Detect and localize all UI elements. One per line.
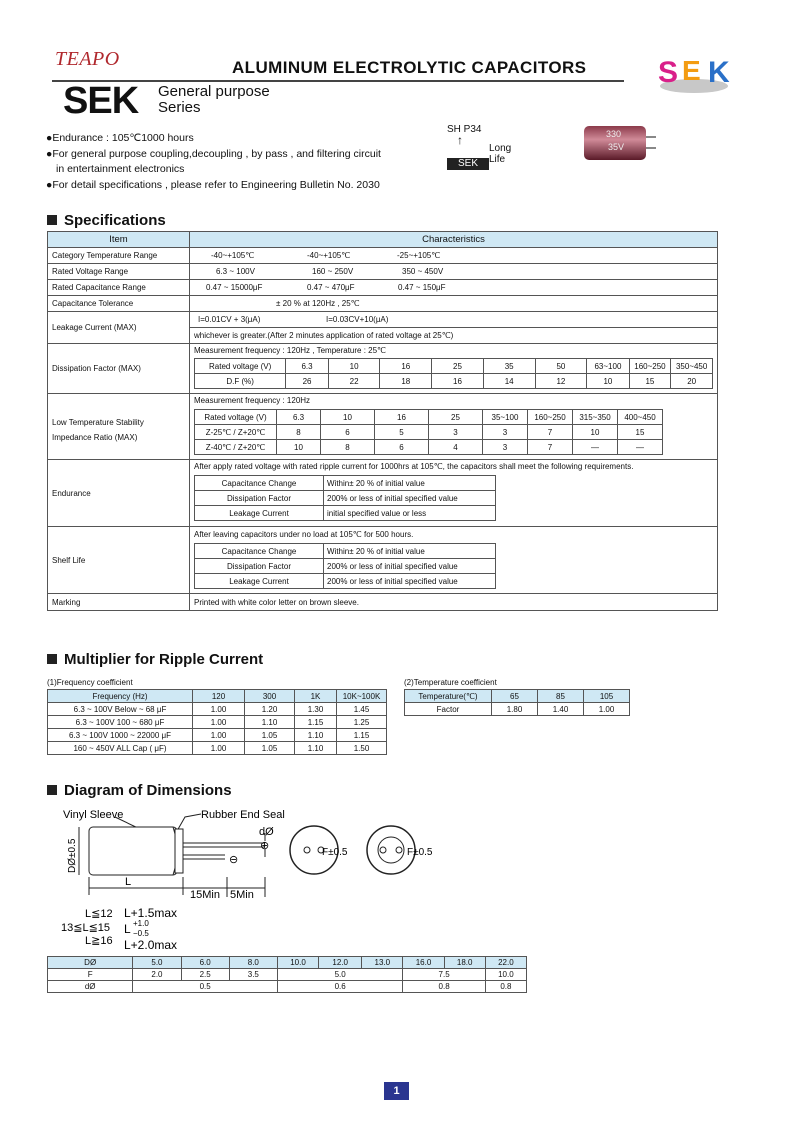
- feature-item: ●For detail specifications , please refer to Engineering Bulletin No. 2030: [46, 178, 380, 191]
- rubber-seal-label: Rubber End Seal: [201, 809, 285, 821]
- temperature-caption: (2)Temperature coefficient: [404, 678, 497, 687]
- spec-label: Marking: [48, 594, 190, 611]
- table-cell: 6.3: [277, 410, 321, 425]
- spec-label: Shelf Life: [48, 527, 190, 594]
- length-condition: 13≦L≦15: [61, 922, 111, 934]
- spec-label: Impedance Ratio (MAX): [52, 432, 138, 442]
- series-desc-line1: General purpose: [158, 83, 270, 100]
- table-cell: 6: [375, 440, 429, 455]
- table-cell: 16: [432, 374, 484, 389]
- table-row: [195, 506, 496, 521]
- arrow-up-icon: ↑: [457, 133, 463, 147]
- spec-label: Category Temperature Range: [48, 248, 190, 264]
- table-cell: 120: [193, 690, 245, 703]
- table-row: [195, 410, 663, 425]
- table-cell: 1.10: [295, 729, 337, 742]
- table-cell: 1.40: [538, 703, 584, 716]
- table-cell: 14: [483, 374, 535, 389]
- table-cell: Factor: [405, 703, 492, 716]
- vinyl-sleeve-label: Vinyl Sleeve: [63, 809, 124, 821]
- table-cell: 5: [375, 425, 429, 440]
- spec-label: Rated Capacitance Range: [48, 280, 190, 296]
- spec-label: Endurance: [48, 460, 190, 527]
- svg-text:S: S: [658, 56, 679, 89]
- table-row: [48, 690, 387, 703]
- dim-label: dØ: [48, 981, 133, 993]
- spec-head-characteristics: Characteristics: [190, 232, 718, 248]
- table-cell: Dissipation Factor: [195, 491, 324, 506]
- svg-text:K: K: [708, 56, 730, 89]
- table-cell: 10: [321, 410, 375, 425]
- table-cell: —: [573, 440, 618, 455]
- table-row: [195, 491, 496, 506]
- document-title: ALUMINUM ELECTROLYTIC CAPACITORS: [232, 58, 587, 77]
- length-tolerance: L+1.5max: [124, 906, 178, 920]
- table-cell: 22: [328, 374, 380, 389]
- feature-item: ●For general purpose coupling,decoupling , by pass , and filtering circuit: [46, 147, 381, 160]
- table-cell: 1.10: [295, 742, 337, 755]
- chain-box: SEK: [447, 158, 489, 170]
- table-cell: 1.25: [337, 716, 387, 729]
- table-row: [195, 559, 496, 574]
- lead-15min-label: 15Min: [190, 889, 220, 901]
- table-cell: Capacitance Change: [195, 476, 324, 491]
- svg-text:E: E: [682, 55, 701, 86]
- table-cell: 15: [618, 425, 663, 440]
- table-cell: Leakage Current: [195, 574, 324, 589]
- section-dimensions: Diagram of Dimensions: [47, 782, 232, 799]
- table-row: [195, 374, 713, 389]
- dimensions-table: DØ 5.0 6.0 8.0 10.0 12.0 13.0 16.0 18.0 22.0 F 2.0 2.5 3.5 5.0 7.5 10.0 dØ 0.5 0.6 0.8 0.8: [47, 956, 527, 993]
- endurance-table: [194, 475, 496, 521]
- pitch-label: F±0.5: [322, 847, 348, 858]
- frequency-caption: (1)Frequency coefficient: [47, 678, 133, 687]
- dim-label: F: [48, 969, 133, 981]
- table-cell: 3: [483, 440, 528, 455]
- table-row: [405, 703, 630, 716]
- diameter-label: DØ±0.5: [67, 838, 78, 873]
- table-cell: 1.30: [295, 703, 337, 716]
- table-cell: 1.15: [337, 729, 387, 742]
- table-cell: 1.15: [295, 716, 337, 729]
- table-cell: 25: [429, 410, 483, 425]
- series-name: SEK: [63, 80, 139, 122]
- pitch-label: F±0.5: [407, 847, 433, 858]
- table-row: [405, 690, 630, 703]
- table-cell: 160~250: [629, 359, 671, 374]
- table-cell: 8: [321, 440, 375, 455]
- table-cell: 6.3 ~ 100V 100 ~ 680 μF: [48, 716, 193, 729]
- table-cell: Temperature(℃): [405, 690, 492, 703]
- tolerance-upper: +1.0: [133, 919, 149, 928]
- table-cell: 65: [492, 690, 538, 703]
- table-cell: 1.00: [193, 703, 245, 716]
- photo-text: 35V: [608, 142, 625, 152]
- table-row: [48, 742, 387, 755]
- table-cell: 1.00: [193, 729, 245, 742]
- table-cell: D.F (%): [195, 374, 286, 389]
- table-cell: 1.00: [584, 703, 630, 716]
- length-label: L: [125, 876, 132, 888]
- table-cell: 20: [671, 374, 713, 389]
- table-cell: Z-40℃ / Z+20℃: [195, 440, 277, 455]
- table-cell: Leakage Current: [195, 506, 324, 521]
- dimension-diagram: [55, 805, 455, 955]
- length-condition: L≧16: [85, 935, 113, 947]
- length-condition: L≦12: [85, 908, 113, 920]
- dissipation-factor-table: [194, 358, 713, 389]
- table-cell: 1.00: [193, 716, 245, 729]
- temperature-coefficient-table: [404, 689, 630, 716]
- table-cell: 35: [483, 359, 535, 374]
- feature-list: [46, 131, 381, 193]
- lead-5min-label: 5Min: [230, 889, 254, 901]
- table-cell: 26: [286, 374, 328, 389]
- table-cell: 18: [380, 374, 432, 389]
- table-cell: 200% or less of initial specified value: [324, 574, 496, 589]
- dim-label: DØ: [48, 957, 133, 969]
- table-cell: 63~100: [587, 359, 629, 374]
- table-cell: 1.10: [245, 716, 295, 729]
- table-row: [195, 425, 663, 440]
- table-cell: 105: [584, 690, 630, 703]
- table-cell: 50: [535, 359, 587, 374]
- frequency-coefficient-table: [47, 689, 387, 755]
- table-cell: 10: [587, 374, 629, 389]
- table-cell: 12: [535, 374, 587, 389]
- table-row: [48, 729, 387, 742]
- table-cell: 6.3 ~ 100V Below ~ 68 μF: [48, 703, 193, 716]
- series-chain: [447, 124, 512, 170]
- table-cell: 1.00: [193, 742, 245, 755]
- table-cell: 1.80: [492, 703, 538, 716]
- table-row: [48, 703, 387, 716]
- table-row: [195, 476, 496, 491]
- spec-label: Dissipation Factor (MAX): [48, 344, 190, 394]
- tolerance-lower: −0.5: [133, 929, 149, 938]
- table-cell: 160~250: [528, 410, 573, 425]
- chain-parent: SH P34: [447, 124, 482, 135]
- specifications-table: Item Characteristics Category Temperature Range -40~+105℃ -40~+105℃ -25~+105℃ Rated Voltage Range 6.3 ~ 100V 160 ~ 250V 350 ~ 450V Rated Capacitance Range 0.47 ~ 15000μF 0.47 ~ 470μF 0.47 ~ 150μF Capacitance Tolerance ± 20 % at 120Hz , 25℃ Leakage Current (MAX) I=0.01CV + 3(μA) I=0.03CV+10(μA) whichever is greater.(After 2 minutes application of rated voltage at 25℃) Dissipation Factor (MAX) Measurement frequency : 120Hz , Temperature : 25℃ Rated voltage (V) 6.3 10 16 25 35 50 63~100 160~250 350~450 D.F (%) 26 22 18 16 14 12 10 15 20 Low Temperature Stability Impedance Ratio (MAX) Measurement frequency : 120Hz Rated voltage (V) 6.3 10 16 25 35~100 160~250 315~350 400~450 Z-25℃ / Z+20℃ 8 6 5 3 3 7 10 15 Z-40℃ / Z+20℃ 10 8 6 4 3 7 — — Endurance After apply rated voltage with rated ripple current for 1000hrs at 105℃, the capacitors shall meet the following requirements. Capacitance Change Within± 20 % of initial value Dissipation Factor 200% or less of initial specified value Leakage Current initial specified value or less Shelf Life After leaving capacitors under no load at 105℃ for 500 hours. Capacitance Change Within± 20 % of initial value Dissipation Factor 200% or less of initial specified value Leakage Current 200% or less of initial specified value Marking Printed with white color letter on brown sleeve.: [47, 231, 718, 611]
- impedance-ratio-table: [194, 409, 663, 455]
- spec-label: Capacitance Tolerance: [48, 296, 190, 312]
- length-tolerance: L+2.0max: [124, 938, 178, 952]
- table-row: [195, 440, 663, 455]
- sek-logo: [652, 52, 740, 96]
- page-number: 1: [384, 1082, 409, 1100]
- table-cell: 6.3 ~ 100V 1000 ~ 22000 μF: [48, 729, 193, 742]
- table-cell: Capacitance Change: [195, 544, 324, 559]
- table-cell: 350~450: [671, 359, 713, 374]
- spec-label: Rated Voltage Range: [48, 264, 190, 280]
- table-cell: 7: [528, 440, 573, 455]
- table-cell: 400~450: [618, 410, 663, 425]
- table-cell: Within± 20 % of initial value: [324, 476, 496, 491]
- table-cell: 1K: [295, 690, 337, 703]
- section-multiplier: Multiplier for Ripple Current: [47, 651, 263, 668]
- brand-logo: TEAPO: [55, 48, 120, 70]
- table-cell: 10: [277, 440, 321, 455]
- table-cell: 1.50: [337, 742, 387, 755]
- table-cell: 7: [528, 425, 573, 440]
- table-cell: Frequency (Hz): [48, 690, 193, 703]
- table-cell: 160 ~ 450V ALL Cap ( μF): [48, 742, 193, 755]
- table-cell: 300: [245, 690, 295, 703]
- plus-icon: ⊕: [260, 840, 270, 852]
- table-cell: —: [618, 440, 663, 455]
- table-cell: 3: [429, 425, 483, 440]
- table-cell: 200% or less of initial specified value: [324, 491, 496, 506]
- table-cell: 6: [321, 425, 375, 440]
- table-cell: Z-25℃ / Z+20℃: [195, 425, 277, 440]
- table-cell: 16: [375, 410, 429, 425]
- chain-label: Long Life: [489, 143, 512, 165]
- table-cell: Rated voltage (V): [195, 410, 277, 425]
- table-cell: 1.20: [245, 703, 295, 716]
- marking-text: Printed with white color letter on brown sleeve.: [190, 594, 718, 611]
- table-cell: 85: [538, 690, 584, 703]
- series-desc-line2: Series: [158, 99, 201, 116]
- table-cell: 16: [380, 359, 432, 374]
- table-cell: 315~350: [573, 410, 618, 425]
- feature-item: ●Endurance : 105℃1000 hours: [46, 132, 194, 144]
- table-row: [48, 716, 387, 729]
- feature-item: in entertainment electronics: [56, 163, 185, 175]
- table-cell: 35~100: [483, 410, 528, 425]
- spec-label: Leakage Current (MAX): [48, 312, 190, 344]
- table-row: [195, 544, 496, 559]
- table-cell: 10K~100K: [337, 690, 387, 703]
- table-cell: 1.05: [245, 729, 295, 742]
- table-cell: 15: [629, 374, 671, 389]
- spec-label: Low Temperature Stability: [52, 417, 144, 427]
- table-cell: 10: [573, 425, 618, 440]
- section-specifications: Specifications: [47, 212, 166, 229]
- photo-text: 330: [606, 129, 622, 139]
- table-cell: 10: [328, 359, 380, 374]
- table-row: [195, 359, 713, 374]
- spec-head-item: Item: [48, 232, 190, 248]
- table-cell: 25: [432, 359, 484, 374]
- table-cell: initial specified value or less: [324, 506, 496, 521]
- table-cell: Rated voltage (V): [195, 359, 286, 374]
- table-cell: 1.45: [337, 703, 387, 716]
- shelf-life-table: [194, 543, 496, 589]
- minus-icon: ⊖: [229, 854, 239, 866]
- table-cell: 8: [277, 425, 321, 440]
- series-description: [158, 84, 270, 116]
- table-row: [195, 574, 496, 589]
- table-cell: Within± 20 % of initial value: [324, 544, 496, 559]
- capacitor-photo: [582, 120, 658, 166]
- table-cell: 6.3: [286, 359, 328, 374]
- table-cell: 200% or less of initial specified value: [324, 559, 496, 574]
- lead-diameter-label: dØ: [259, 826, 274, 838]
- table-cell: 4: [429, 440, 483, 455]
- table-cell: Dissipation Factor: [195, 559, 324, 574]
- length-tolerance: L: [124, 922, 131, 936]
- table-cell: 1.05: [245, 742, 295, 755]
- table-cell: 3: [483, 425, 528, 440]
